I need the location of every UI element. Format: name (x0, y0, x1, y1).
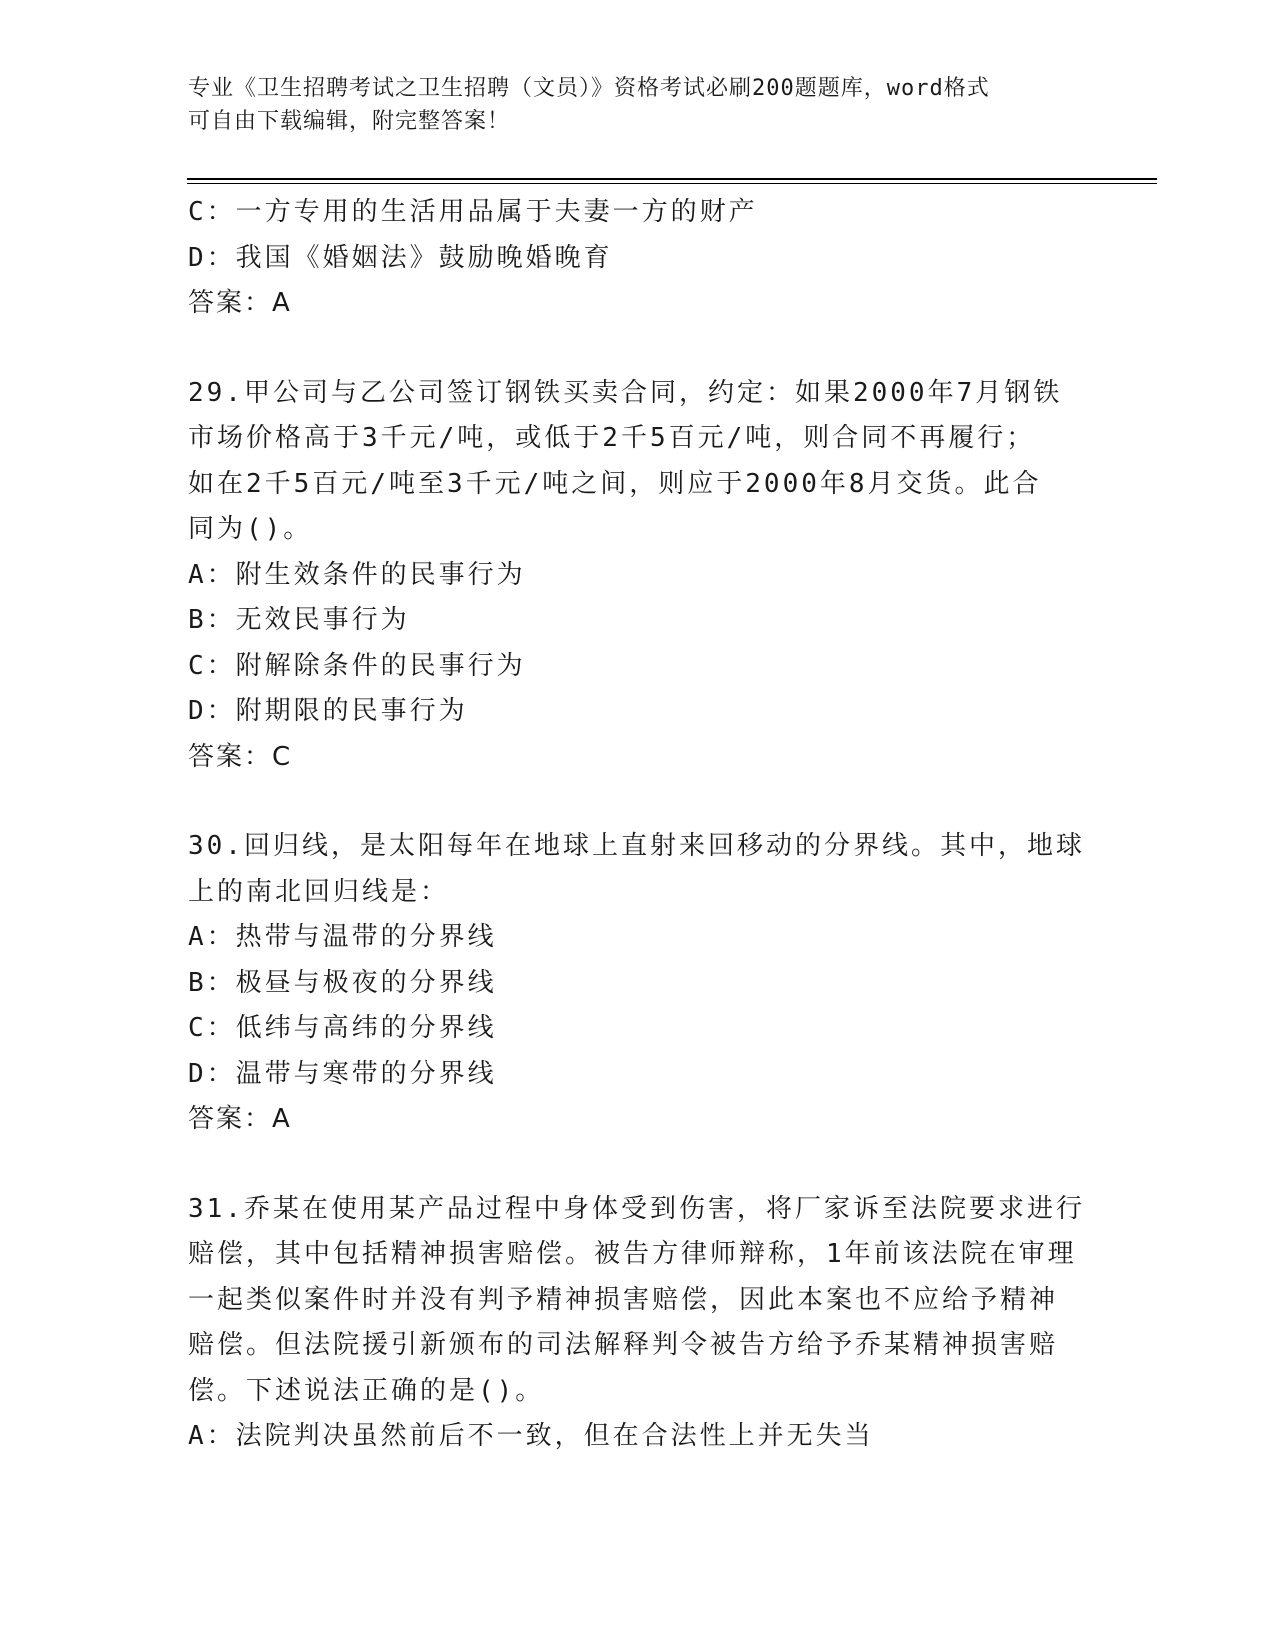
answer-label: 答案：A (188, 288, 292, 318)
question-text-line: 一起类似案件时并没有判予精神损害赔偿，因此本案也不应给予精神 (188, 1284, 1059, 1315)
answer-label: 答案：A (188, 1104, 292, 1134)
header-divider-thick (187, 178, 1157, 180)
question-text-line: 赔偿，其中包括精神损害赔偿。被告方律师辩称，1年前该法院在审理 (188, 1239, 1077, 1269)
question-text-line: 如在2千5百元/吨至3千元/吨之间，则应于2000年8月交货。此合 (188, 468, 1042, 499)
question-28-tail (188, 190, 1088, 327)
option-d: D：附期限的民事行为 (188, 696, 468, 726)
option-d: D：我国《婚姻法》鼓励晚婚晚育 (188, 242, 613, 273)
option-d: D：温带与寒带的分界线 (188, 1058, 497, 1089)
question-text-line: 上的南北回归线是： (188, 876, 450, 907)
question-text-line: 赔偿。但法院援引新颁布的司法解释判令被告方给予乔某精神损害赔 (188, 1330, 1059, 1360)
question-list (188, 190, 1088, 1460)
question-text-line: 市场价格高于3千元/吨，或低于2千5百元/吨，则合同不再履行； (188, 423, 1036, 453)
question-30 (188, 824, 1088, 1143)
question-text-line: 30.回归线，是太阳每年在地球上直射来回移动的分界线。其中，地球 (188, 831, 1085, 861)
option-a: A：附生效条件的民事行为 (188, 559, 526, 590)
option-b: B：无效民事行为 (188, 605, 410, 635)
document-header (188, 72, 1068, 138)
header-line-2: 可自由下载编辑，附完整答案！ (188, 109, 511, 134)
question-text-line: 偿。下述说法正确的是()。 (188, 1375, 545, 1406)
question-text-line: 31.乔某在使用某产品过程中身体受到伤害，将厂家诉至法院要求进行 (188, 1193, 1085, 1224)
option-b: B：极昼与极夜的分界线 (188, 967, 497, 998)
header-line-1: 专业《卫生招聘考试之卫生招聘（文员）》资格考试必刷200题题库，word格式 (188, 76, 990, 101)
option-a: A：法院判决虽然前后不一致，但在合法性上并无失当 (188, 1421, 874, 1451)
question-text-line: 29.甲公司与乙公司签订钢铁买卖合同，约定：如果2000年7月钢铁 (188, 377, 1063, 408)
question-31 (188, 1187, 1088, 1460)
header-divider-thin (187, 183, 1157, 184)
option-c: C：附解除条件的民事行为 (188, 650, 526, 681)
question-29 (188, 371, 1088, 781)
option-a: A：热带与温带的分界线 (188, 922, 497, 952)
option-c: C：低纬与高纬的分界线 (188, 1013, 497, 1043)
question-text-line: 同为()。 (188, 514, 313, 544)
answer-label: 答案：C (188, 741, 293, 772)
option-c: C：一方专用的生活用品属于夫妻一方的财产 (188, 197, 758, 227)
